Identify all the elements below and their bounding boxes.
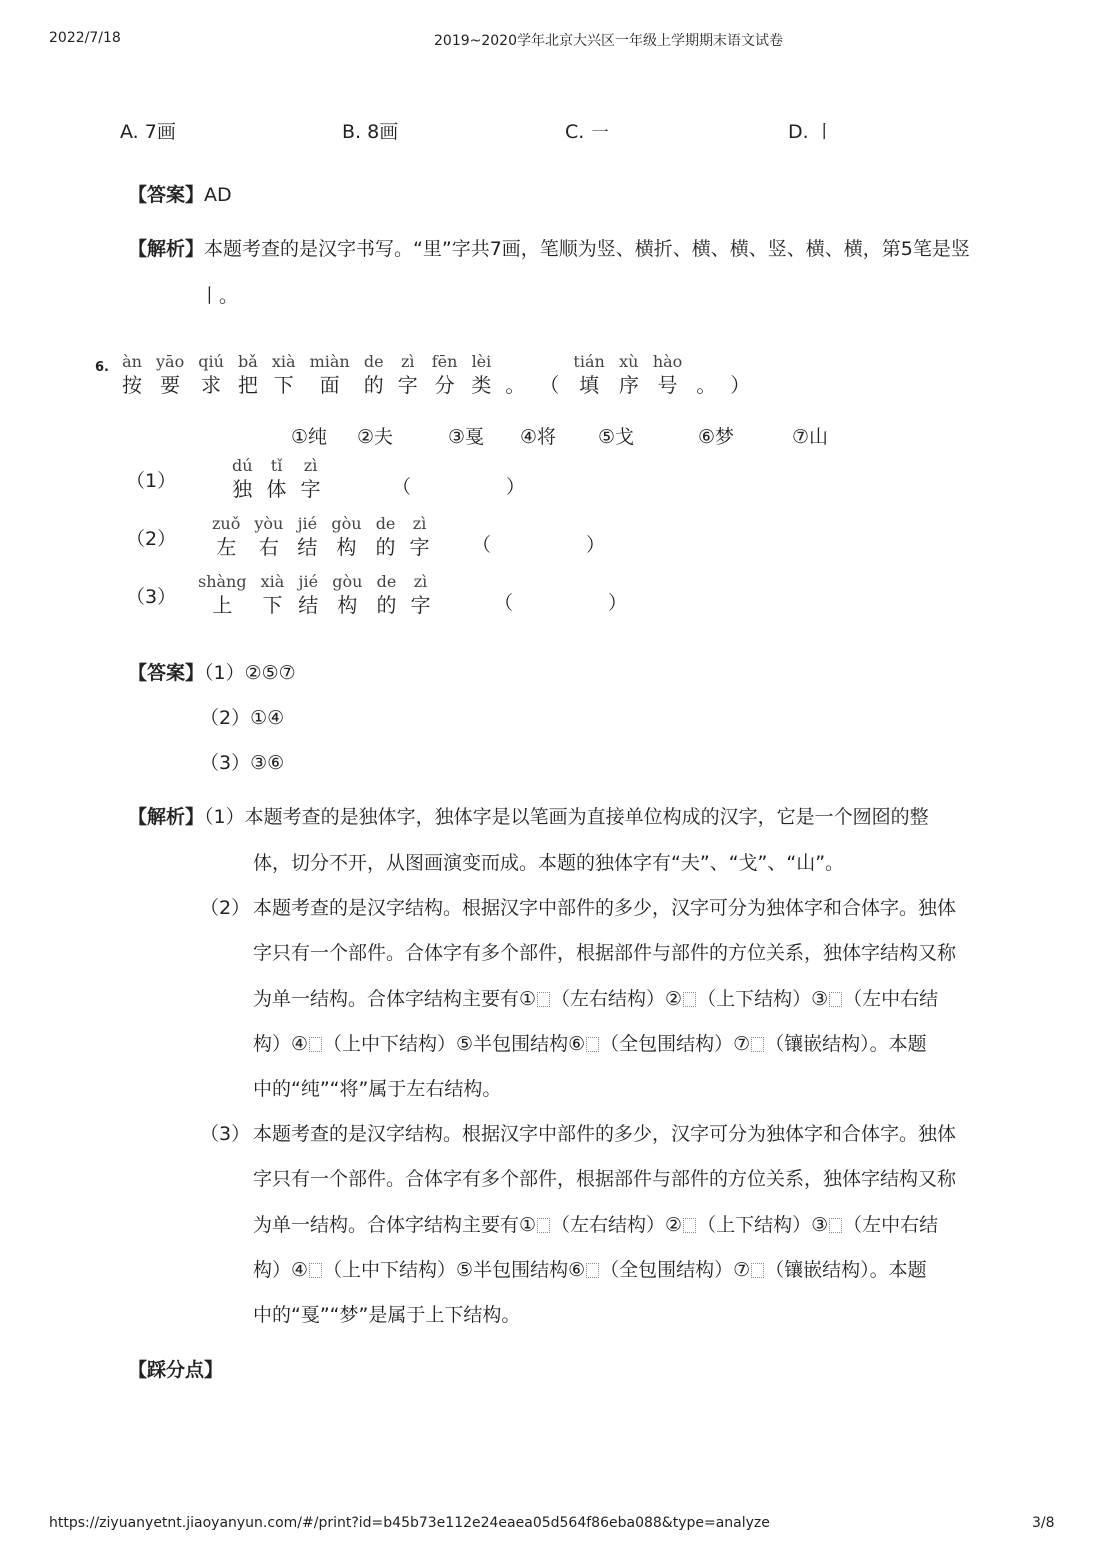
pinyin: miàn — [309, 352, 350, 371]
sub-label — [212, 514, 444, 560]
hanzi: 。 — [505, 373, 526, 397]
text-segment: （上下结构）③ — [697, 1214, 829, 1236]
pinyin-character — [310, 352, 350, 398]
pinyin-character — [238, 352, 258, 398]
hanzi: 序 — [618, 373, 639, 397]
hanzi: 独 — [232, 477, 253, 501]
question-stem — [122, 352, 764, 398]
q5-analysis-line2: 丨。 — [200, 285, 239, 307]
top-bottom-structure-icon — [683, 992, 696, 1007]
pinyin-character — [198, 352, 224, 398]
hanzi: 构 — [336, 535, 357, 559]
answer-tag: 【答案】 — [128, 184, 205, 206]
pinyin-character — [619, 352, 639, 398]
pinyin: gòu — [332, 572, 363, 591]
text-segment: （左中右结 — [843, 988, 939, 1010]
text-segment: （全包围结构）⑦ — [600, 1033, 751, 1055]
pinyin: xià — [271, 352, 296, 371]
pinyin-character — [198, 572, 247, 618]
hanzi: 字 — [397, 373, 418, 397]
option-b: B. 8画 — [342, 121, 399, 143]
top-bottom-structure-icon — [683, 1218, 696, 1233]
hanzi: 的 — [363, 373, 384, 397]
pinyin — [547, 352, 552, 372]
text-segment: （上下结构）③ — [697, 988, 829, 1010]
hanzi: 。 — [696, 373, 717, 397]
text-segment: （镶嵌结构）。本题 — [765, 1033, 927, 1055]
pinyin-character — [653, 352, 682, 398]
answer-value: AD — [204, 184, 232, 206]
pinyin-character — [505, 352, 525, 398]
hanzi: 类 — [471, 373, 492, 397]
q6-analysis — [128, 802, 929, 829]
text-segment: （镶嵌结构）。本题 — [765, 1259, 927, 1281]
pinyin-character — [696, 352, 716, 398]
text-segment: （上中下结构）⑤半包围结构⑥ — [323, 1259, 586, 1281]
hanzi: 上 — [212, 593, 233, 617]
sub-number: （1） — [126, 470, 177, 492]
choice-item: ③戛 — [448, 426, 485, 448]
pinyin-character — [410, 572, 430, 618]
analysis-line: 字只有一个部件。合体字有多个部件，根据部件与部件的方位关系，独体字结构又称 — [253, 942, 957, 964]
left-middle-right-structure-icon — [829, 1218, 842, 1233]
pinyin: de — [376, 572, 397, 591]
hanzi: 的 — [375, 535, 396, 559]
analysis-line — [253, 984, 938, 1011]
pinyin: fēn — [431, 352, 458, 371]
analysis-sub-number: （2） — [200, 897, 251, 919]
choice-item: ④将 — [520, 426, 557, 448]
analysis-line: 中的“纯”“将”属于左右结构。 — [253, 1078, 502, 1100]
pinyin: xià — [260, 572, 285, 591]
pinyin-character — [471, 352, 491, 398]
pinyin-character — [122, 352, 142, 398]
pinyin-character — [364, 352, 384, 398]
left-right-structure-icon — [537, 992, 550, 1007]
sub-label — [232, 456, 335, 502]
analysis-line: （1）本题考查的是独体字，独体字是以笔画为直接单位构成的汉字，它是一个囫囵的整 — [204, 806, 929, 828]
hanzi: 面 — [319, 373, 340, 397]
pinyin: jié — [297, 514, 318, 533]
q6-answer — [128, 658, 296, 685]
pinyin-character — [376, 572, 396, 618]
hanzi: 的 — [376, 593, 397, 617]
answer-blank: （ ） — [392, 476, 526, 498]
hanzi: 要 — [160, 373, 181, 397]
hanzi: 号 — [657, 373, 678, 397]
hanzi: 下 — [262, 593, 283, 617]
pinyin: xù — [619, 352, 639, 371]
pinyin-character — [298, 572, 318, 618]
pinyin-character — [410, 514, 430, 560]
pinyin-character — [212, 514, 240, 560]
pinyin-character — [156, 352, 184, 398]
pinyin: hào — [652, 352, 683, 371]
pinyin-character — [539, 352, 559, 398]
text-segment: 构）④ — [253, 1033, 309, 1055]
pinyin-character — [398, 352, 418, 398]
hanzi: 把 — [237, 373, 258, 397]
hanzi: 构 — [337, 593, 358, 617]
pinyin: de — [375, 514, 396, 533]
choice-item: ⑥梦 — [698, 426, 735, 448]
hanzi: 右 — [258, 535, 279, 559]
hanzi: 体 — [266, 477, 287, 501]
pinyin: jié — [298, 572, 319, 591]
sub-label — [198, 572, 444, 618]
pinyin-character — [297, 514, 317, 560]
pinyin: yòu — [254, 514, 284, 533]
hanzi: 结 — [297, 535, 318, 559]
pinyin-character — [730, 352, 750, 398]
hanzi: 结 — [298, 593, 319, 617]
pinyin: àn — [122, 352, 142, 371]
top-middle-bottom-structure-icon — [309, 1263, 322, 1278]
page-number: 3/8 — [1032, 1515, 1055, 1531]
pinyin-character — [573, 352, 604, 398]
pinyin-character — [301, 456, 321, 502]
analysis-line: 体，切分不开，从图画演变而成。本题的独体字有“夫”、“戈”、“山”。 — [253, 852, 845, 874]
pinyin: lèi — [471, 352, 492, 371]
pinyin-character — [261, 572, 285, 618]
pinyin — [738, 352, 743, 372]
q5-answer — [128, 180, 232, 207]
text-segment: （全包围结构）⑦ — [600, 1259, 751, 1281]
text-segment: （上中下结构）⑤半包围结构⑥ — [323, 1033, 586, 1055]
choice-item: ①纯 — [291, 426, 328, 448]
pinyin: qiú — [198, 352, 224, 371]
choice-item: ⑤戈 — [598, 426, 635, 448]
hanzi: 按 — [122, 373, 142, 397]
pinyin: zì — [412, 514, 427, 533]
pinyin: zuǒ — [212, 514, 241, 533]
hanzi: 下 — [273, 373, 294, 397]
scoring-points-heading: 【踩分点】 — [128, 1359, 224, 1381]
pinyin-character — [254, 514, 283, 560]
analysis-line — [253, 1029, 927, 1056]
option-a: A. 7画 — [120, 121, 176, 143]
answer-blank: （ ） — [494, 592, 628, 614]
left-middle-right-structure-icon — [829, 992, 842, 1007]
pinyin: tián — [573, 352, 605, 371]
analysis-tag: 【解析】 — [128, 806, 205, 828]
answer-value: （1）②⑤⑦ — [204, 662, 296, 684]
hanzi: （ — [539, 373, 560, 397]
answer-tag: 【答案】 — [128, 662, 205, 684]
pinyin-character — [432, 352, 458, 398]
print-date: 2022/7/18 — [49, 30, 121, 46]
embedded-structure-icon — [751, 1263, 764, 1278]
hanzi: 左 — [216, 535, 237, 559]
hanzi: 填 — [579, 373, 600, 397]
embedded-structure-icon — [751, 1037, 764, 1052]
page-url[interactable]: https://ziyuanyetnt.jiaoyanyun.com/#/print?id=b45b73e112e24eaea05d564f86eba088&type=analyze — [49, 1515, 770, 1531]
document-title: 2019~2020学年北京大兴区一年级上学期期末语文试卷 — [434, 33, 783, 49]
pinyin-character — [376, 514, 396, 560]
analysis-line: 字只有一个部件。合体字有多个部件，根据部件与部件的方位关系，独体字结构又称 — [253, 1168, 957, 1190]
pinyin: zì — [413, 572, 428, 591]
pinyin: dú — [232, 456, 253, 475]
pinyin: zì — [400, 352, 415, 371]
pinyin-character — [332, 572, 362, 618]
hanzi: ） — [730, 373, 751, 397]
q5-analysis — [128, 234, 970, 261]
pinyin: de — [363, 352, 384, 371]
text-segment: 为单一结构。合体字结构主要有① — [253, 1214, 537, 1236]
pinyin: tǐ — [270, 456, 283, 475]
full-enclosure-structure-icon — [586, 1263, 599, 1278]
choice-list — [291, 422, 828, 449]
analysis-sub-number: （3） — [200, 1123, 251, 1145]
hanzi: 字 — [409, 535, 430, 559]
text-segment: 为单一结构。合体字结构主要有① — [253, 988, 537, 1010]
sub-number: （2） — [126, 528, 177, 550]
analysis-line: 中的“戛”“梦”是属于上下结构。 — [253, 1304, 521, 1326]
text-segment: （左右结构）② — [551, 988, 683, 1010]
pinyin: shàng — [198, 572, 247, 591]
hanzi: 分 — [434, 373, 455, 397]
analysis-line: 本题考查的是汉字结构。根据汉字中部件的多少，汉字可分为独体字和合体字。独体 — [253, 897, 957, 919]
answer-value: （2）①④ — [200, 707, 285, 729]
option-c: C. ㇐ — [565, 121, 610, 143]
analysis-tag: 【解析】 — [128, 238, 205, 260]
text-segment: 构）④ — [253, 1259, 309, 1281]
pinyin: bǎ — [238, 352, 258, 371]
pinyin-character — [272, 352, 296, 398]
pinyin: zì — [303, 456, 318, 475]
pinyin-character — [331, 514, 361, 560]
pinyin: yāo — [156, 352, 185, 371]
text-segment: （左右结构）② — [551, 1214, 683, 1236]
answer-blank: （ ） — [472, 534, 606, 556]
full-enclosure-structure-icon — [586, 1037, 599, 1052]
top-middle-bottom-structure-icon — [309, 1037, 322, 1052]
hanzi: 求 — [201, 373, 222, 397]
pinyin — [513, 352, 518, 372]
analysis-line: 本题考查的是汉字书写。“里”字共7画，笔顺为竖、横折、横、横、竖、横、横，第5笔是竖 — [204, 238, 970, 260]
analysis-line: 本题考查的是汉字结构。根据汉字中部件的多少，汉字可分为独体字和合体字。独体 — [253, 1123, 957, 1145]
hanzi: 字 — [300, 477, 321, 501]
pinyin — [704, 352, 709, 372]
option-d: D. ㇑ — [788, 121, 834, 143]
text-segment: （左中右结 — [843, 1214, 939, 1236]
hanzi: 字 — [410, 593, 431, 617]
choice-item: ②夫 — [357, 426, 394, 448]
pinyin-character — [232, 456, 253, 502]
left-right-structure-icon — [537, 1218, 550, 1233]
sub-number: （3） — [126, 586, 177, 608]
analysis-line — [253, 1255, 927, 1282]
analysis-line — [253, 1210, 938, 1237]
pinyin-character — [267, 456, 287, 502]
pinyin: gòu — [331, 514, 362, 533]
question-number: 6. — [95, 360, 109, 375]
answer-value: （3）③⑥ — [200, 752, 285, 774]
choice-item: ⑦山 — [792, 426, 829, 448]
